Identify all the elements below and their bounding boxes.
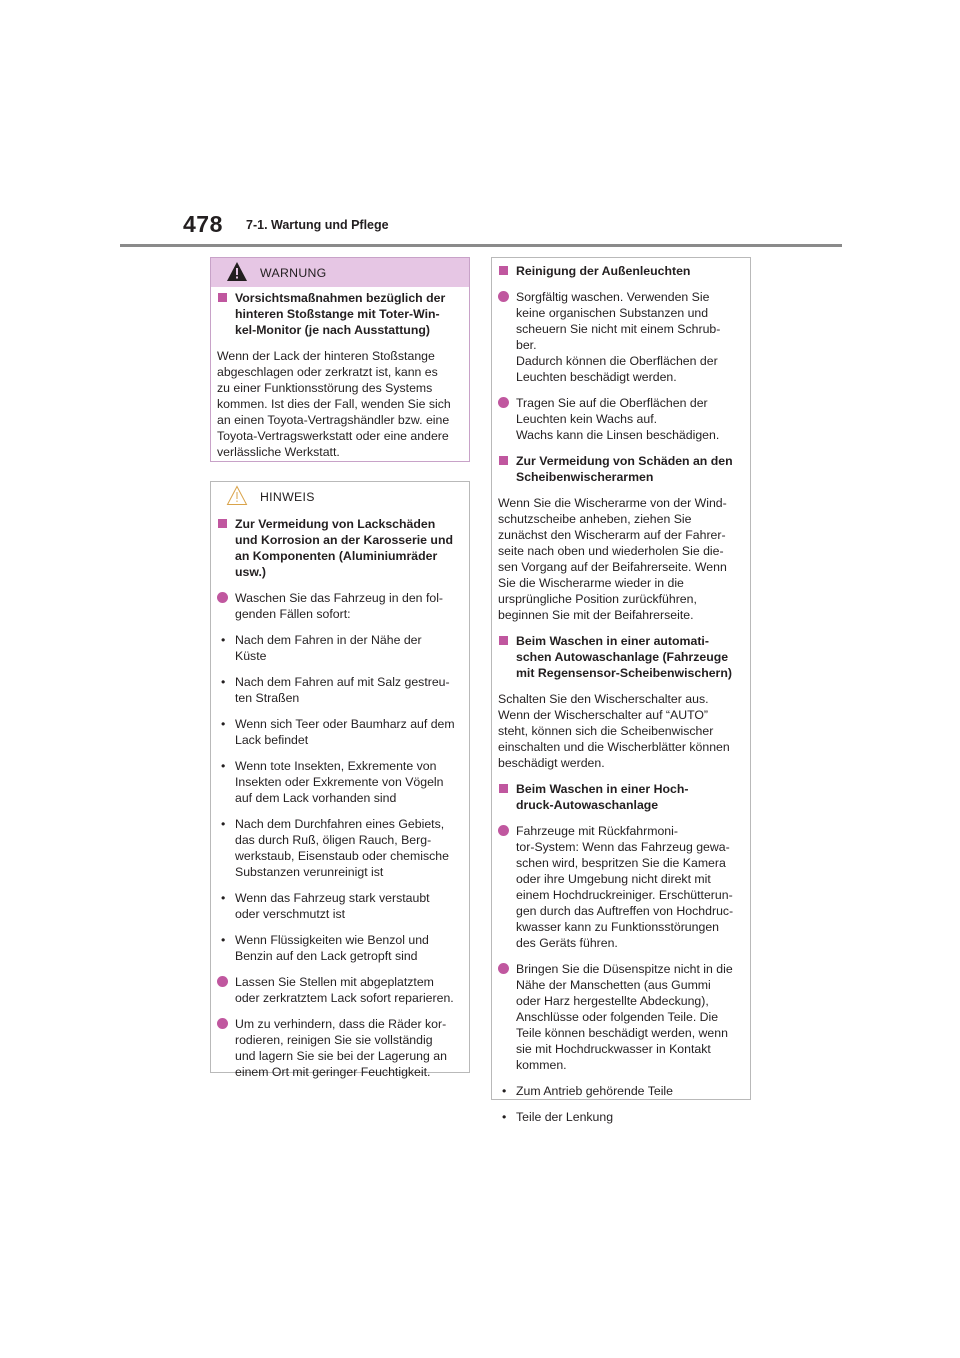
item-text: Lassen Sie Stellen mit abgeplatztem oder zerkratztem Lack sofort reparieren. (235, 975, 454, 1005)
item-text: Zum Antrieb gehörende Teile (516, 1084, 674, 1098)
caution-triangle-outline-icon (226, 485, 248, 506)
warning-box-header (211, 258, 469, 287)
warning-triangle-icon (226, 261, 248, 282)
note-title: HINWEIS (260, 490, 315, 504)
subheading-item (498, 263, 742, 279)
subheading-item (217, 516, 461, 580)
item-text: Nach dem Fahren in der Nähe der Küste (235, 633, 422, 663)
dot-list-item (217, 890, 461, 922)
paragraph: Schalten Sie den Wischerschalter aus. Wenn der Wischerschalter auf “AUTO” steht, können sich die Scheibenwischer einschalten und die Wischerblätter können beschädigt werden. (498, 692, 730, 770)
item-text: Wenn sich Teer oder Baumharz auf dem Lack befindet (235, 717, 455, 747)
item-text: Fahrzeuge mit Rückfahrmoni- tor-System: Wenn das Fahrzeug gewa- schen wird, bespritzen Sie die Kamera oder ihre Umgebung nicht direkt mit einem Hochdruckreiniger. Erschütterun- gen durch das Auftreffen von Hochdruc- kwasser kann zu Funktionsstörungen des Geräts führen. (516, 824, 734, 950)
dot-bullet-icon: • (502, 1084, 507, 1098)
square-bullet-icon (499, 784, 508, 793)
item-text: Vorsichtsmaßnahmen bezüglich der hinteren Stoßstange mit Toter-Win- kel-Monitor (je nach Ausstattung) (235, 291, 446, 337)
item-text: Waschen Sie das Fahrzeug in den fol- genden Fällen sofort: (235, 591, 444, 621)
item-text: Wenn Flüssigkeiten wie Benzol und Benzin auf den Lack getropft sind (235, 933, 429, 963)
circle-bullet-icon (498, 291, 509, 302)
item-text: Tragen Sie auf die Oberflächen der Leuchten kein Wachs auf. Wachs kann die Linsen beschädigen. (516, 396, 720, 442)
note-box-header (211, 482, 469, 511)
warning-title: WARNUNG (260, 266, 327, 280)
item-text: Zur Vermeidung von Lackschäden und Korrosion an der Karosserie und an Komponenten (Aluminiumräder usw.) (235, 517, 453, 579)
bullet-item (217, 974, 461, 1006)
item-text: Bringen Sie die Düsenspitze nicht in die Nähe der Manschetten (aus Gummi oder Harz hergestellte Abdeckung), Anschlüsse oder folgenden Teile. Die Teile können beschädigt werden, wenn sie mit Hochdruckwasser in Kontakt kommen. (516, 962, 733, 1072)
dot-list-item (217, 816, 461, 880)
dot-bullet-icon: • (221, 759, 226, 773)
warning-box (210, 257, 470, 462)
dot-list-item (217, 758, 461, 806)
item-text: Teile der Lenkung (516, 1110, 614, 1124)
dot-bullet-icon: • (221, 933, 226, 947)
header-divider (120, 244, 842, 247)
item-text: Beim Waschen in einer Hoch- druck-Autowaschanlage (516, 782, 689, 812)
item-text: Beim Waschen in einer automati- schen Autowaschanlage (Fahrzeuge mit Regensensor-Scheibenwischern) (516, 634, 732, 680)
bullet-item (498, 395, 742, 443)
paragraph: Wenn der Lack der hinteren Stoßstange abgeschlagen oder zerkratzt ist, kann es zu einer Funktionsstörung des Systems kommen. Ist dies der Fall, wenden Sie sich an einen Toyota-Vertragshändler bzw. eine Toyota-Vertragswerkstatt oder eine andere verlässliche Werkstatt. (217, 349, 451, 459)
circle-bullet-icon (217, 592, 228, 603)
bullet-item (498, 961, 742, 1073)
square-bullet-icon (218, 519, 227, 528)
bullet-item (498, 823, 742, 951)
square-bullet-icon (499, 456, 508, 465)
dot-bullet-icon: • (221, 633, 226, 647)
dot-list-item (217, 674, 461, 706)
subheading-item (498, 781, 742, 813)
note-box (210, 481, 470, 1079)
circle-bullet-icon (498, 397, 509, 408)
dot-bullet-icon: • (221, 817, 226, 831)
square-bullet-icon (499, 266, 508, 275)
item-text: Zur Vermeidung von Schäden an den Scheibenwischerarmen (516, 454, 733, 484)
warning-content (211, 287, 469, 460)
page-number: 478 (183, 211, 223, 237)
dot-list-item (498, 1109, 742, 1125)
square-bullet-icon (218, 293, 227, 302)
circle-bullet-icon (217, 976, 228, 987)
dot-bullet-icon: • (221, 891, 226, 905)
item-text: Um zu verhindern, dass die Räder kor- rodieren, reinigen Sie sie vollständig und lagern Sie sie bei der Lagerung an einem Ort mit geringer Feuchtigkeit. (235, 1017, 447, 1079)
item-text: Sorgfältig waschen. Verwenden Sie keine organischen Substanzen und scheuern Sie nicht mit einem Schrub- ber. Dadurch können die Oberflächen der Leuchten beschädigt werden. (516, 290, 721, 384)
subheading-item (498, 453, 742, 485)
dot-bullet-icon: • (502, 1110, 507, 1124)
item-text: Nach dem Durchfahren eines Gebiets, das durch Ruß, öligen Rauch, Berg- werkstaub, Eisenstaub oder chemische Substanzen verunreinigt ist (235, 817, 449, 879)
note-content (211, 511, 469, 1080)
bullet-item (498, 289, 742, 385)
dot-list-item (217, 932, 461, 964)
item-text: Wenn tote Insekten, Exkremente von Insekten oder Exkremente von Vögeln auf dem Lack vorhanden sind (235, 759, 444, 805)
exterior-care-box (491, 257, 751, 1124)
subheading-item (498, 633, 742, 681)
dot-bullet-icon: • (221, 675, 226, 689)
exterior-care-content (492, 258, 750, 1125)
circle-bullet-icon (217, 1018, 228, 1029)
item-text: Reinigung der Außenleuchten (516, 264, 691, 278)
circle-bullet-icon (498, 963, 509, 974)
dot-list-item (498, 1083, 742, 1099)
circle-bullet-icon (498, 825, 509, 836)
subheading-item (217, 290, 461, 338)
bullet-item (217, 590, 461, 622)
dot-bullet-icon: • (221, 717, 226, 731)
bullet-item (217, 1016, 461, 1080)
paragraph: Wenn Sie die Wischerarme von der Wind- schutzscheibe anheben, ziehen Sie zunächst den Wischerarm auf der Fahrer- seite nach oben und wiederholen Sie die- sen Vorgang auf der Beifahrerseite. Wenn Sie die Wischerarme wieder in die ursprüngliche Position zurückführen, beginnen Sie mit der Beifahrerseite. (498, 496, 727, 622)
item-text: Wenn das Fahrzeug stark verstaubt oder verschmutzt ist (235, 891, 430, 921)
dot-list-item (217, 632, 461, 664)
dot-list-item (217, 716, 461, 748)
section-title: 7-1. Wartung und Pflege (246, 218, 389, 232)
item-text: Nach dem Fahren auf mit Salz gestreu- ten Straßen (235, 675, 450, 705)
square-bullet-icon (499, 636, 508, 645)
